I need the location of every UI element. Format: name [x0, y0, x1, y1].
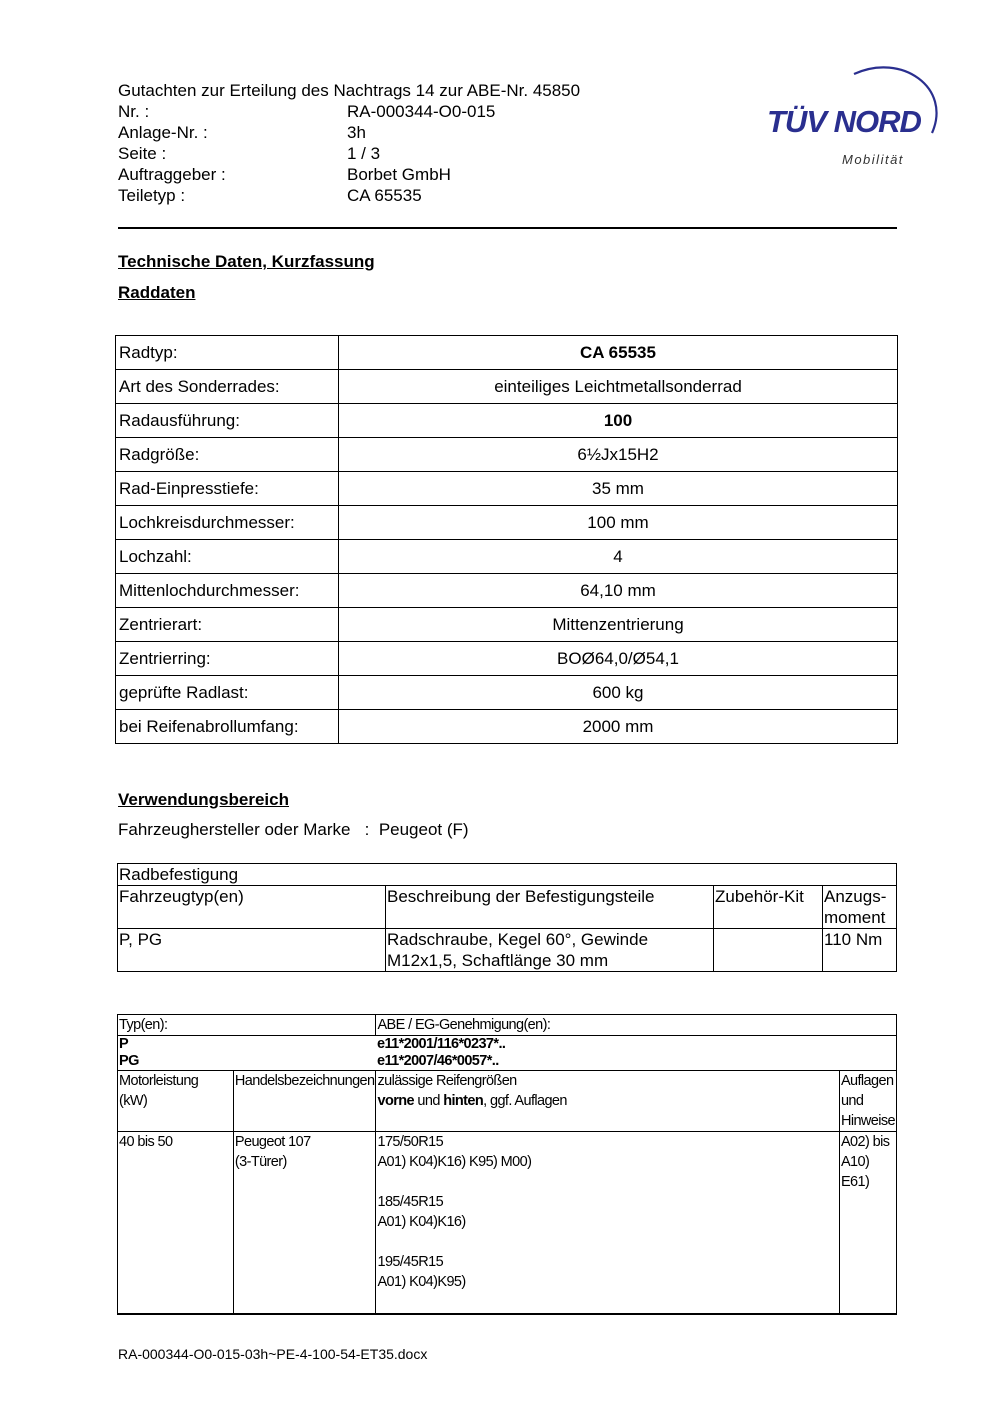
document-header	[118, 80, 580, 206]
row-label: Zentrierart:	[116, 608, 339, 642]
row-value: 100	[339, 404, 898, 438]
fahrzeug-value: Peugeot (F)	[378, 820, 469, 839]
tyre-size: 185/45R15	[377, 1194, 444, 1210]
row-label: geprüfte Radlast:	[116, 676, 339, 710]
column-header-motorleistung	[118, 1071, 234, 1132]
row-label: bei Reifenabrollumfang:	[116, 710, 339, 744]
row-value: 600 kg	[339, 676, 898, 710]
header-field-value: CA 65535	[347, 186, 422, 205]
row-value: 6½Jx15H2	[339, 438, 898, 472]
footer-filename: RA-000344-O0-015-03h~PE-4-100-54-ET35.docx	[118, 1346, 428, 1362]
cell-line: E61)	[840, 1174, 870, 1190]
table-row	[116, 370, 898, 404]
header-field-value: Borbet GmbH	[347, 165, 451, 184]
tuv-nord-logo	[762, 58, 942, 173]
row-label: Rad-Einpresstiefe:	[116, 472, 339, 506]
header-bold-hinten: hinten	[443, 1093, 484, 1109]
row-value: 4	[339, 540, 898, 574]
fahrzeug-label: Fahrzeughersteller oder Marke	[118, 820, 351, 839]
cell-line: (3-Türer)	[234, 1154, 287, 1170]
column-header-line: moment	[824, 908, 886, 927]
header-field-teiletyp	[118, 185, 580, 206]
column-header	[823, 886, 897, 929]
cell-motorleistung: 40 bis 50	[118, 1132, 234, 1315]
table-row	[118, 1132, 897, 1315]
header-line: (kW)	[119, 1093, 148, 1109]
header-divider	[118, 227, 897, 229]
header-field-label: Teiletyp :	[118, 186, 186, 205]
table-row	[118, 929, 897, 972]
cell-line: M12x1,5, Schaftlänge 30 mm	[387, 951, 609, 970]
logo-subtitle: Mobilität	[842, 152, 904, 167]
row-label: Zentrierring:	[116, 642, 339, 676]
row-label: Radtyp:	[116, 336, 339, 370]
header-field-label: Seite :	[118, 144, 167, 163]
spacer	[377, 1232, 837, 1252]
table-row	[116, 472, 898, 506]
cell-line: Peugeot 107	[234, 1134, 311, 1150]
cell-typ: P	[118, 1036, 376, 1053]
row-label: Lochkreisdurchmesser:	[116, 506, 339, 540]
tyre-size: 175/50R15	[377, 1134, 444, 1150]
table-row	[116, 642, 898, 676]
cell-beschreibung	[386, 929, 714, 972]
table-title-row	[118, 864, 897, 886]
header-line	[377, 1091, 837, 1111]
table-title: Radbefestigung	[118, 864, 897, 886]
table-row	[116, 574, 898, 608]
table-header-row	[118, 886, 897, 929]
table-header-row	[118, 1071, 897, 1132]
tyre-codes: A01) K04)K95)	[377, 1274, 466, 1290]
cell-reifengroessen	[376, 1132, 839, 1315]
header-bold-vorne: vorne	[377, 1093, 414, 1109]
table-row	[118, 1036, 897, 1053]
section-heading-verwendungsbereich: Verwendungsbereich	[118, 790, 289, 809]
table-row	[116, 676, 898, 710]
row-value: 2000 mm	[339, 710, 898, 744]
cell-auflagen	[839, 1132, 896, 1315]
cell-handelsbezeichnung	[233, 1132, 376, 1315]
column-header-abe: ABE / EG-Genehmigung(en):	[376, 1015, 897, 1036]
column-header-reifengroessen	[376, 1071, 839, 1132]
cell-line: A02) bis A10)	[840, 1134, 890, 1170]
header-field-seite	[118, 143, 580, 164]
row-label: Radgröße:	[116, 438, 339, 472]
table-row	[116, 506, 898, 540]
header-field-auftraggeber	[118, 164, 580, 185]
row-label: Art des Sonderrades:	[116, 370, 339, 404]
spacer	[377, 1172, 837, 1192]
column-header-line: Anzugs-	[824, 887, 887, 906]
table-row	[118, 1052, 897, 1071]
document-title: Gutachten zur Erteilung des Nachtrags 14 zur ABE-Nr. 45850	[118, 81, 581, 100]
cell-typ: PG	[118, 1052, 376, 1071]
table-row	[116, 438, 898, 472]
table-header-row	[118, 1015, 897, 1036]
header-text: und	[413, 1093, 444, 1109]
row-value: CA 65535	[339, 336, 898, 370]
row-label: Lochzahl:	[116, 540, 339, 574]
tyre-size: 195/45R15	[377, 1254, 444, 1270]
header-field-nr	[118, 101, 580, 122]
column-header-auflagen: Auflagen und Hinweise	[839, 1071, 896, 1132]
tyre-codes: A01) K04)K16)	[377, 1214, 466, 1230]
column-header-handelsbezeichnungen: Handelsbezeichnungen	[233, 1071, 376, 1132]
cell-line: Radschraube, Kegel 60°, Gewinde	[387, 930, 649, 949]
header-field-value: 1 / 3	[347, 144, 381, 163]
table-row	[116, 540, 898, 574]
cell-zubehoer-kit	[714, 929, 823, 972]
row-value: Mittenzentrierung	[339, 608, 898, 642]
section-heading-technical-data: Technische Daten, Kurzfassung	[118, 252, 375, 271]
row-value: einteiliges Leichtmetallsonderrad	[339, 370, 898, 404]
header-field-label: Anlage-Nr. :	[118, 123, 208, 142]
header-field-anlage	[118, 122, 580, 143]
row-label: Radausführung:	[116, 404, 339, 438]
row-value: 100 mm	[339, 506, 898, 540]
table-row	[116, 336, 898, 370]
header-line: zulässige Reifengrößen	[377, 1073, 517, 1089]
raddaten-table	[115, 335, 898, 744]
fahrzeughersteller-line	[118, 820, 469, 840]
section-heading-raddaten: Raddaten	[118, 283, 196, 302]
radbefestigung-table	[117, 863, 897, 972]
header-field-label: Auftraggeber :	[118, 165, 226, 184]
table-row	[116, 404, 898, 438]
typen-abe-table	[117, 1014, 897, 1315]
cell-fahrzeugtyp: P, PG	[118, 929, 386, 972]
column-header-typen: Typ(en):	[118, 1015, 376, 1036]
cell-anzugsmoment: 110 Nm	[823, 929, 897, 972]
column-header: Fahrzeugtyp(en)	[118, 886, 386, 929]
header-text: , ggf. Auflagen	[483, 1093, 567, 1109]
header-field-value: 3h	[347, 123, 366, 142]
header-field-value: RA-000344-O0-015	[347, 102, 496, 121]
table-row	[116, 710, 898, 744]
tyre-codes: A01) K04)K16) K95) M00)	[377, 1154, 532, 1170]
column-header: Beschreibung der Befestigungsteile	[386, 886, 714, 929]
table-row	[116, 608, 898, 642]
row-value: BOØ64,0/Ø54,1	[339, 642, 898, 676]
header-line: Motorleistung	[119, 1073, 199, 1089]
column-header: Zubehör-Kit	[714, 886, 823, 929]
logo-text: TÜV NORD	[767, 104, 921, 139]
cell-abe: e11*2007/46*0057*..	[376, 1052, 897, 1071]
header-field-label: Nr. :	[118, 102, 150, 121]
row-label: Mittenlochdurchmesser:	[116, 574, 339, 608]
row-value: 64,10 mm	[339, 574, 898, 608]
cell-abe: e11*2001/116*0237*..	[376, 1036, 897, 1053]
fahrzeug-separator: :	[364, 820, 370, 839]
row-value: 35 mm	[339, 472, 898, 506]
